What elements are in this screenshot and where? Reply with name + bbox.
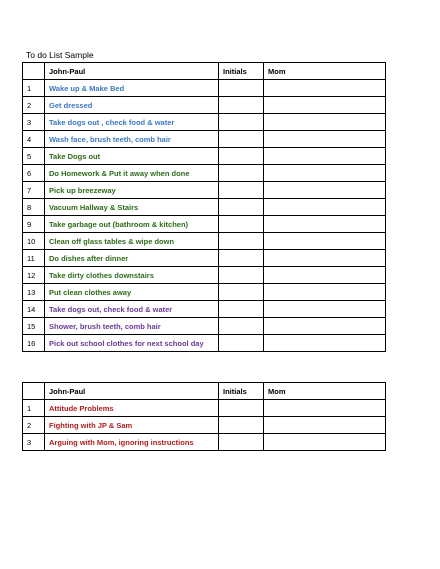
task-cell: Fighting with JP & Sam bbox=[45, 417, 219, 434]
row-number: 3 bbox=[23, 434, 45, 451]
row-number: 2 bbox=[23, 417, 45, 434]
row-number: 1 bbox=[23, 80, 45, 97]
table-row bbox=[23, 80, 386, 97]
row-number: 12 bbox=[23, 267, 45, 284]
table-row bbox=[23, 131, 386, 148]
task-cell: Do Homework & Put it away when done bbox=[45, 165, 219, 182]
mom-cell[interactable] bbox=[264, 267, 386, 284]
header-mom: Mom bbox=[264, 63, 386, 80]
row-number: 5 bbox=[23, 148, 45, 165]
task-cell: Vacuum Hallway & Stairs bbox=[45, 199, 219, 216]
mom-cell[interactable] bbox=[264, 250, 386, 267]
document-title: To do List Sample bbox=[26, 50, 94, 60]
initials-cell[interactable] bbox=[219, 434, 264, 451]
chore-table bbox=[22, 62, 386, 352]
header-name: John-Paul bbox=[45, 63, 219, 80]
initials-cell[interactable] bbox=[219, 97, 264, 114]
table-row bbox=[23, 335, 386, 352]
task-cell: Clean off glass tables & wipe down bbox=[45, 233, 219, 250]
mom-cell[interactable] bbox=[264, 165, 386, 182]
table-row bbox=[23, 165, 386, 182]
task-cell: Pick out school clothes for next school day bbox=[45, 335, 219, 352]
mom-cell[interactable] bbox=[264, 80, 386, 97]
table-row bbox=[23, 250, 386, 267]
task-cell: Wash face, brush teeth, comb hair bbox=[45, 131, 219, 148]
header-initials: Initials bbox=[219, 63, 264, 80]
task-cell: Take dogs out , check food & water bbox=[45, 114, 219, 131]
mom-cell[interactable] bbox=[264, 400, 386, 417]
mom-cell[interactable] bbox=[264, 216, 386, 233]
initials-cell[interactable] bbox=[219, 182, 264, 199]
task-cell: Take Dogs out bbox=[45, 148, 219, 165]
mom-cell[interactable] bbox=[264, 114, 386, 131]
mom-cell[interactable] bbox=[264, 318, 386, 335]
table-row bbox=[23, 301, 386, 318]
row-number: 11 bbox=[23, 250, 45, 267]
table-row bbox=[23, 400, 386, 417]
row-number: 13 bbox=[23, 284, 45, 301]
initials-cell[interactable] bbox=[219, 417, 264, 434]
row-number: 10 bbox=[23, 233, 45, 250]
task-cell: Pick up breezeway bbox=[45, 182, 219, 199]
table-row bbox=[23, 233, 386, 250]
table-row bbox=[23, 148, 386, 165]
initials-cell[interactable] bbox=[219, 233, 264, 250]
table-row bbox=[23, 199, 386, 216]
mom-cell[interactable] bbox=[264, 335, 386, 352]
mom-cell[interactable] bbox=[264, 199, 386, 216]
initials-cell[interactable] bbox=[219, 80, 264, 97]
task-cell: Wake up & Make Bed bbox=[45, 80, 219, 97]
mom-cell[interactable] bbox=[264, 131, 386, 148]
initials-cell[interactable] bbox=[219, 165, 264, 182]
row-number: 3 bbox=[23, 114, 45, 131]
table-row bbox=[23, 434, 386, 451]
table-row bbox=[23, 97, 386, 114]
header-number bbox=[23, 63, 45, 80]
table-row bbox=[23, 318, 386, 335]
initials-cell[interactable] bbox=[219, 148, 264, 165]
row-number: 8 bbox=[23, 199, 45, 216]
initials-cell[interactable] bbox=[219, 250, 264, 267]
mom-cell[interactable] bbox=[264, 284, 386, 301]
row-number: 4 bbox=[23, 131, 45, 148]
mom-cell[interactable] bbox=[264, 233, 386, 250]
mom-cell[interactable] bbox=[264, 97, 386, 114]
task-cell: Arguing with Mom, ignoring instructions bbox=[45, 434, 219, 451]
initials-cell[interactable] bbox=[219, 131, 264, 148]
initials-cell[interactable] bbox=[219, 301, 264, 318]
initials-cell[interactable] bbox=[219, 114, 264, 131]
task-cell: Attitude Problems bbox=[45, 400, 219, 417]
row-number: 16 bbox=[23, 335, 45, 352]
task-cell: Take dogs out, check food & water bbox=[45, 301, 219, 318]
header-initials: Initials bbox=[219, 383, 264, 400]
mom-cell[interactable] bbox=[264, 301, 386, 318]
task-cell: Take garbage out (bathroom & kitchen) bbox=[45, 216, 219, 233]
task-cell: Get dressed bbox=[45, 97, 219, 114]
task-cell: Do dishes after dinner bbox=[45, 250, 219, 267]
chore-table-body bbox=[23, 63, 386, 352]
row-number: 1 bbox=[23, 400, 45, 417]
table-row bbox=[23, 284, 386, 301]
initials-cell[interactable] bbox=[219, 400, 264, 417]
behavior-table-body bbox=[23, 383, 386, 451]
table-row bbox=[23, 267, 386, 284]
mom-cell[interactable] bbox=[264, 182, 386, 199]
table-header-row bbox=[23, 383, 386, 400]
mom-cell[interactable] bbox=[264, 148, 386, 165]
row-number: 9 bbox=[23, 216, 45, 233]
table-header-row bbox=[23, 63, 386, 80]
task-cell: Shower, brush teeth, comb hair bbox=[45, 318, 219, 335]
row-number: 2 bbox=[23, 97, 45, 114]
initials-cell[interactable] bbox=[219, 318, 264, 335]
initials-cell[interactable] bbox=[219, 199, 264, 216]
behavior-table bbox=[22, 382, 386, 451]
task-cell: Take dirty clothes downstairs bbox=[45, 267, 219, 284]
row-number: 15 bbox=[23, 318, 45, 335]
initials-cell[interactable] bbox=[219, 284, 264, 301]
row-number: 14 bbox=[23, 301, 45, 318]
initials-cell[interactable] bbox=[219, 216, 264, 233]
mom-cell[interactable] bbox=[264, 417, 386, 434]
initials-cell[interactable] bbox=[219, 267, 264, 284]
header-number bbox=[23, 383, 45, 400]
mom-cell[interactable] bbox=[264, 434, 386, 451]
table-row bbox=[23, 114, 386, 131]
row-number: 7 bbox=[23, 182, 45, 199]
task-cell: Put clean clothes away bbox=[45, 284, 219, 301]
table-row bbox=[23, 417, 386, 434]
table-row bbox=[23, 182, 386, 199]
row-number: 6 bbox=[23, 165, 45, 182]
initials-cell[interactable] bbox=[219, 335, 264, 352]
header-name: John-Paul bbox=[45, 383, 219, 400]
table-row bbox=[23, 216, 386, 233]
header-mom: Mom bbox=[264, 383, 386, 400]
